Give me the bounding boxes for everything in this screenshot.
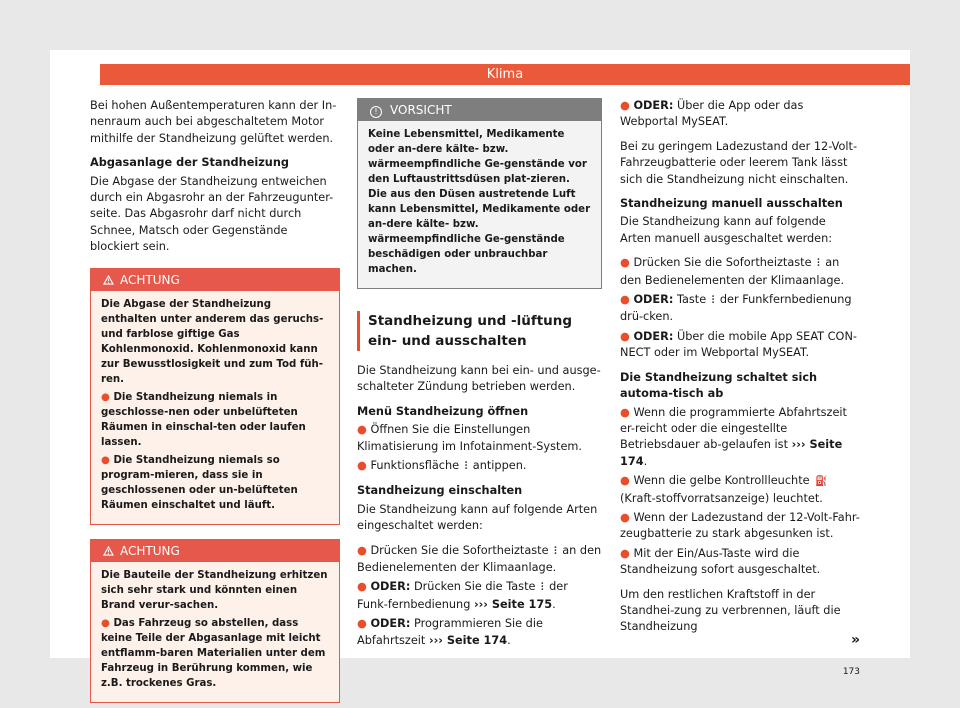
bullet-dot: ● [620, 546, 634, 560]
manual-page [50, 50, 910, 689]
warning-box-header [91, 269, 339, 291]
warning-box-header [91, 540, 339, 562]
column-left [90, 98, 340, 703]
subheading-switch-on: Standheizung einschalten [357, 484, 523, 498]
list-item-text: Wenn der Ladezustand der 12-Volt-Fahr-zeugbatterie zu stark abgesunken ist. [620, 510, 860, 541]
list-item-text: Drücken Sie die Taste [413, 580, 536, 594]
subheading-switch-off: Standheizung manuell ausschalten [620, 197, 843, 211]
list-item: ● ODER: Programmieren Sie die Abfahrtszeit ››› Seite 174. [357, 617, 543, 647]
bullet-dot: ● [101, 617, 114, 629]
page-number: 173 [842, 667, 860, 677]
switch-on-paragraph: Die Standheizung kann auf folgende Arten eingeschaltet werden: [357, 502, 598, 533]
list-item [620, 329, 860, 362]
bullet-dot: ● [101, 454, 114, 466]
switch-off-paragraph: Die Standheizung kann auf folgende Arten manuell ausgeschaltet werden: [620, 215, 833, 245]
or-label: ODER: [633, 293, 674, 307]
exhaust-paragraph: Die Abgase der Standheizung entweichen durch ein Abgasrohr an der Fahrzeugunter-seite. Das Abgasrohr darf nicht durch Schnee, Matsch oder Gegenstände blockiert sein. [90, 174, 334, 254]
bullet-dot: ● [620, 256, 634, 270]
or-label: ODER: [370, 617, 411, 631]
bullet-dot: ● [357, 580, 371, 594]
bullet-dot: ● [620, 293, 634, 307]
section-title: Standheizung und -lüftung ein- und ausschalten [357, 311, 602, 351]
or-label: ODER: [633, 99, 674, 112]
intro-paragraph: Bei hohen Außentemperaturen kann der In-nenraum auch bei abgeschaltetem Motor mithilfe der Standheizung gelüftet werden. [90, 99, 337, 145]
subheading-open-menu: Menü Standheizung öffnen [357, 404, 529, 418]
continue-marker: » [850, 632, 860, 648]
heater-icon: ⫶ [817, 258, 820, 270]
warning-box-1 [90, 268, 340, 525]
list-item [620, 473, 860, 507]
list-item-text: Öffnen Sie die Einstellungen Klimatisierung im Infotainment-System. [357, 423, 582, 453]
warning-bullet-text: Das Fahrzeug so abstellen, dass keine Teile der Abgasanlage mit leicht entflamm-baren Materialien unter dem Fahrzeug in Berührung kommen, wie z.B. trockenes Gras. [101, 617, 326, 689]
list-item: ● Wenn die programmierte Abfahrtszeit er-reicht oder die eingestellte Betriebsdauer ab-gelaufen ist ››› Seite 174. [620, 405, 847, 468]
warning-bullet [101, 390, 329, 450]
continuation-paragraph: Um den restlichen Kraftstoff in der Standhei-zung zu verbrennen, läuft die Standheizung [620, 587, 841, 634]
heater-icon: ⫶ [464, 461, 468, 473]
list-item [620, 510, 860, 543]
warning-triangle-icon [103, 275, 114, 285]
subheading-auto-off: Die Standheizung schaltet sich automa-tisch ab [620, 370, 818, 401]
list-item-text: (Kraft-stoffvorratsanzeige) leuchtet. [620, 491, 823, 505]
list-item [620, 292, 860, 326]
list-item-text: an den Bedienelementen der Klimaanlage. [357, 543, 602, 575]
warning-box-body [91, 291, 339, 524]
list-item [620, 98, 860, 131]
list-item-text: Wenn die programmierte Abfahrtszeit er-reicht oder die eingestellte Betriebsdauer ab-gelaufen ist [620, 405, 847, 452]
warning-bullet-text: Die Standheizung niemals so program-mieren, dass sie in geschlossenen oder un-belüfteten Räumen einschaltet und läuft. [101, 454, 298, 511]
subheading-exhaust: Abgasanlage der Standheizung [90, 156, 289, 170]
list-item: ● ODER: Drücken Sie die Taste ⫶ der Funk-fernbedienung ››› Seite 175. [357, 580, 568, 611]
warning-bullet [101, 453, 329, 513]
caution-box-body [358, 121, 601, 288]
heater-icon: ⫶ [541, 582, 544, 594]
bullet-dot: ● [620, 329, 634, 343]
fuel-lamp-icon: ⛽ [815, 476, 828, 488]
page-reference-link[interactable]: ››› Seite 174 [428, 633, 508, 647]
list-item-text: Über die mobile App SEAT CON-NECT oder im Webportal MySEAT. [620, 329, 857, 360]
heater-icon: ⫶ [711, 295, 715, 307]
heater-icon: ⫶ [554, 545, 557, 557]
bullet-dot: ● [620, 99, 634, 112]
list-item-text: Über die App oder das Webportal MySEAT. [620, 99, 804, 129]
column-middle [357, 98, 602, 652]
warning-bullet-text: Die Standheizung niemals in geschlosse-nen oder unbelüfteten Räumen in einschal-ten oder laufen lassen. [101, 391, 306, 448]
bullet-dot: ● [357, 543, 371, 557]
page-reference-link[interactable]: ››› Seite 175 [473, 597, 553, 611]
warning-box-2 [90, 539, 340, 703]
list-item-text: Programmieren Sie die Abfahrtszeit [357, 617, 543, 647]
section-intro: Die Standheizung kann bei ein- und ausge-schalteter Zündung betrieben werden. [357, 364, 601, 394]
list-item-text: an den Bedienelementen der Klimaanlage. [620, 256, 845, 287]
list-item-text: Mit der Ein/Aus-Taste wird die Standheizung sofort ausgeschaltet. [620, 546, 821, 577]
warning-bullet [101, 616, 329, 691]
bullet-dot: ● [357, 459, 371, 473]
list-item-text: der Funk-fernbedienung [357, 580, 568, 611]
caution-box-header [358, 99, 601, 121]
list-item [357, 458, 602, 475]
bullet-dot: ● [620, 510, 634, 524]
battery-paragraph: Bei zu geringem Ladezustand der 12-Volt-Fahrzeugbatterie oder leerem Tank lässt sich die Standheizung nicht einschalten. [620, 139, 858, 186]
warning-box-body [91, 562, 339, 702]
or-label: ODER: [370, 580, 411, 594]
bullet-dot: ● [101, 391, 114, 403]
info-circle-icon: ! [370, 106, 382, 118]
caution-text: Keine Lebensmittel, Medikamente oder an-dere kälte- bzw. wärmeempfindliche Ge-genstände vor den Luftaustrittsdüsen plat-zieren. Die aus den Düsen austretende Luft kann Lebensmittel, Medikamente oder an-dere kälte- bzw. wärmeempfindliche Ge-genstände beschädigen oder unbrauchbar machen. [368, 129, 591, 275]
bullet-dot: ● [620, 405, 634, 419]
warning-title: ACHTUNG [120, 543, 180, 558]
or-label: ODER: [633, 329, 674, 343]
page-reference-link[interactable]: ››› Seite 174 [620, 438, 843, 468]
list-item [620, 546, 860, 579]
caution-title: VORSICHT [390, 103, 452, 117]
list-item-text: Wenn die gelbe Kontrollleuchte [633, 474, 810, 488]
bullet-dot: ● [357, 423, 371, 437]
list-item-text: Drücken Sie die Sofortheiztaste [633, 256, 812, 270]
warning-text: Die Abgase der Standheizung enthalten unter anderem das geruchs- und farblose giftige Gas Kohlenmonoxid. Kohlenmonoxid kann zur Bewusstlosigkeit und zum Tod füh-ren. [101, 298, 324, 385]
bullet-dot: ● [620, 474, 634, 488]
list-item [357, 543, 602, 577]
list-item-text: antippen. [472, 459, 527, 473]
column-right [620, 98, 860, 644]
chapter-header: Klima [100, 64, 910, 85]
list-item [357, 422, 602, 455]
caution-box [357, 98, 602, 289]
list-item-text: Funktionsfläche [370, 459, 460, 473]
list-item [620, 255, 860, 289]
warning-text: Die Bauteile der Standheizung erhitzen sich sehr stark und könnten einen Brand verur-sachen. [101, 569, 328, 611]
list-item-text: der Funkfernbedienung drü-cken. [620, 293, 852, 324]
list-item-text: Drücken Sie die Sofortheiztaste [370, 543, 549, 557]
list-item-text: Taste [676, 293, 707, 307]
bullet-dot: ● [357, 617, 371, 631]
warning-title: ACHTUNG [120, 272, 180, 287]
warning-triangle-icon [103, 546, 114, 556]
